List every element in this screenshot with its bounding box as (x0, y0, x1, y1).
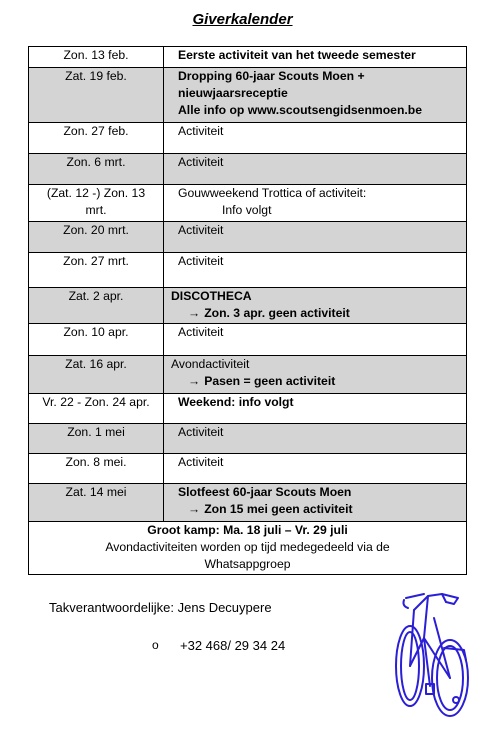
calendar-row (29, 394, 467, 424)
row-date (29, 484, 164, 522)
description-text: Weekend: info volgt (178, 395, 294, 409)
row-description (164, 394, 467, 424)
date-text: Zat. 16 apr. (65, 357, 127, 371)
note-text: Zon. 3 apr. geen activiteit (204, 306, 350, 320)
row-description (164, 454, 467, 484)
date-text: Zon. 1 mei (67, 425, 125, 439)
row-description (164, 185, 467, 222)
description-text: Activiteit (178, 425, 224, 439)
arrow-right-icon: → (188, 502, 201, 516)
row-date (29, 222, 164, 253)
date-text: Zat. 2 apr. (68, 289, 124, 303)
description-text: Activiteit (178, 124, 224, 138)
description-text: Activiteit (178, 223, 224, 237)
calendar-row (29, 123, 467, 154)
date-text: Zon. 20 mrt. (63, 223, 129, 237)
row-date (29, 123, 164, 154)
description-text: DISCOTHECA (171, 289, 252, 303)
date-text: Vr. 22 - Zon. 24 apr. (42, 395, 150, 409)
date-text: Zon. 8 mei. (65, 455, 127, 469)
description-text: Info volgt (222, 203, 272, 217)
row-date (29, 424, 164, 454)
row-description (164, 68, 467, 123)
row-description (164, 47, 467, 68)
row-date (29, 253, 164, 288)
calendar-row (29, 222, 467, 253)
description-text: Eerste activiteit van het tweede semester (178, 48, 416, 62)
row-date (29, 68, 164, 123)
calendar-row (29, 185, 467, 222)
description-text: Activiteit (178, 155, 224, 169)
date-text: mrt. (85, 203, 107, 217)
calendar-row (29, 68, 467, 123)
row-date (29, 288, 164, 324)
description-text: nieuwjaarsreceptie (178, 86, 288, 100)
row-description (164, 288, 467, 324)
row-description (164, 356, 467, 394)
calendar-row (29, 324, 467, 356)
date-text: Zon. 27 feb. (63, 124, 129, 138)
row-date (29, 394, 164, 424)
description-text: Avondactiviteit (171, 357, 250, 371)
description-text: Activiteit (178, 254, 224, 268)
row-description (164, 324, 467, 356)
note-line (178, 373, 466, 390)
row-date (29, 185, 164, 222)
bicycle-icon (384, 588, 480, 722)
page-title: Giverkalender (192, 11, 293, 28)
row-description (164, 154, 467, 185)
camp-note-2: Whatsappgroep (204, 557, 291, 571)
note-line (178, 305, 466, 322)
note-text: Pasen = geen activiteit (204, 374, 336, 388)
calendar-row (29, 288, 467, 324)
note-line (178, 501, 466, 518)
note-text: Zon 15 mei geen activiteit (204, 502, 353, 516)
calendar-row (29, 484, 467, 522)
calendar-row (29, 154, 467, 185)
calendar-row (29, 356, 467, 394)
description-text: Alle info op www.scoutsengidsenmoen.be (178, 103, 422, 117)
bullet-icon: o (152, 638, 159, 652)
calendar-row (29, 47, 467, 68)
camp-info-cell (29, 522, 467, 575)
description-text: Activiteit (178, 455, 224, 469)
row-description (164, 424, 467, 454)
camp-note: Avondactiviteiten worden op tijd medegedeeld via de (105, 540, 390, 554)
row-date (29, 154, 164, 185)
camp-dates: Groot kamp: Ma. 18 juli – Vr. 29 juli (147, 523, 348, 537)
description-text: Dropping 60-jaar Scouts Moen + (178, 69, 365, 83)
row-date (29, 324, 164, 356)
description-text: Activiteit (178, 325, 224, 339)
date-text: Zat. 14 mei (65, 485, 127, 499)
contact-leader: Takverantwoordelijke: Jens Decuypere (49, 600, 272, 615)
row-date (29, 356, 164, 394)
date-text: Zon. 13 feb. (63, 48, 129, 62)
contact-phone: +32 468/ 29 34 24 (180, 638, 286, 653)
date-text: Zon. 10 apr. (63, 325, 129, 339)
date-text: Zon. 27 mrt. (63, 254, 129, 268)
calendar-row (29, 253, 467, 288)
row-description (164, 123, 467, 154)
description-text: Slotfeest 60-jaar Scouts Moen (178, 485, 352, 499)
date-text: (Zat. 12 -) Zon. 13 (46, 186, 146, 200)
arrow-right-icon: → (188, 374, 201, 388)
row-date (29, 454, 164, 484)
date-text: Zon. 6 mrt. (66, 155, 126, 169)
calendar-row (29, 454, 467, 484)
row-date (29, 47, 164, 68)
row-description (164, 484, 467, 522)
row-description (164, 222, 467, 253)
row-description (164, 253, 467, 288)
date-text: Zat. 19 feb. (65, 69, 127, 83)
description-text: Gouwweekend Trottica of activiteit: (178, 186, 367, 200)
calendar-table (28, 46, 467, 575)
calendar-row (29, 424, 467, 454)
arrow-right-icon: → (188, 306, 201, 320)
